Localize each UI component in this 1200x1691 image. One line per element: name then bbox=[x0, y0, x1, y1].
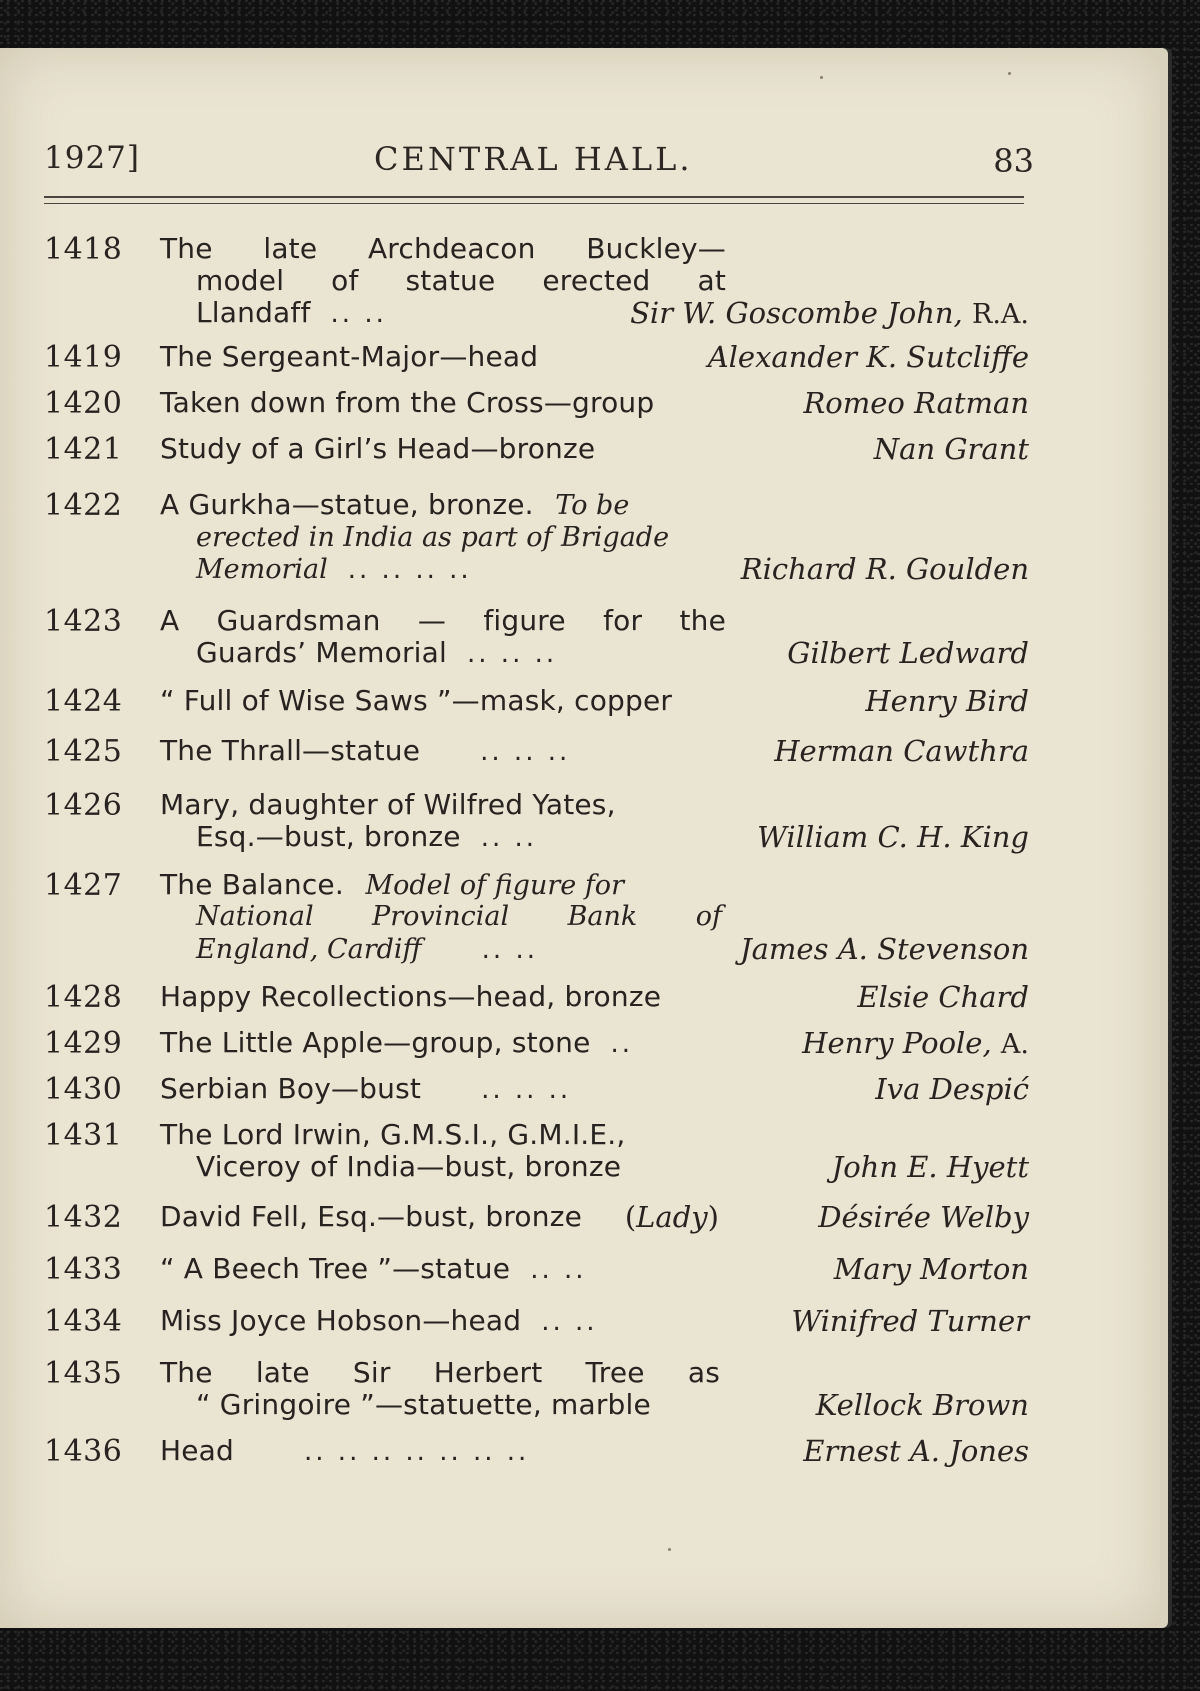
entry-number: 1435 bbox=[44, 1356, 123, 1391]
entry-title: Head bbox=[160, 1434, 235, 1467]
leader-dots: .. .. bbox=[480, 823, 538, 853]
entry-line bbox=[160, 788, 1029, 822]
entry-title: Guards’ Memorial bbox=[196, 636, 448, 669]
entry-line bbox=[160, 1072, 1029, 1106]
entry-number: 1423 bbox=[44, 604, 123, 639]
entry-title: Esq.—bust, bronze bbox=[196, 820, 461, 853]
entry-description: erected in India as part of Brigade bbox=[196, 522, 670, 553]
entry-line bbox=[160, 1356, 1029, 1390]
artist-suffix: A. bbox=[1000, 1029, 1029, 1060]
entry-description: To be bbox=[555, 490, 630, 521]
entry-title: Miss Joyce Hobson—head bbox=[160, 1304, 522, 1337]
entry-description: Model of figure for bbox=[365, 870, 624, 901]
entry-line bbox=[160, 1434, 1029, 1468]
entry-number: 1427 bbox=[44, 868, 123, 903]
entry-line bbox=[196, 820, 1029, 854]
entry-line bbox=[160, 604, 1029, 638]
entry-title: Happy Recollections—head, bronze bbox=[160, 980, 662, 1013]
leader-dots: .. .. .. bbox=[467, 639, 558, 669]
entry-number: 1420 bbox=[44, 386, 123, 421]
entry-title: “ A Beech Tree ”—statue bbox=[160, 1252, 511, 1285]
entry-artist: Romeo Ratman bbox=[803, 386, 1029, 420]
leader-dots: .. bbox=[610, 1029, 634, 1059]
entry-number: 1430 bbox=[44, 1072, 123, 1107]
leader-dots: .. .. .. .. bbox=[347, 555, 472, 585]
entry-number: 1432 bbox=[44, 1200, 123, 1235]
entry-artist-block bbox=[630, 296, 1029, 332]
artist-title-prefix: (Lady) bbox=[624, 1200, 719, 1234]
entry-title: The Little Apple—group, stone bbox=[160, 1026, 591, 1059]
entry-line bbox=[160, 1118, 1029, 1152]
entry-artist: Elsie Chard bbox=[857, 980, 1029, 1014]
page-number: 83 bbox=[993, 142, 1034, 180]
entry-artist: Henry Poole, bbox=[802, 1026, 992, 1060]
entry-description: England, Cardiff bbox=[196, 934, 422, 965]
entry-number: 1422 bbox=[44, 488, 123, 523]
entry-line bbox=[196, 520, 1029, 554]
entry-number: 1434 bbox=[44, 1304, 123, 1339]
entry-title: Mary, daughter of Wilfred Yates, bbox=[160, 788, 616, 821]
entry-artist: Alexander K. Sutcliffe bbox=[707, 340, 1029, 374]
entry-number: 1426 bbox=[44, 788, 123, 823]
entry-line bbox=[160, 1252, 1029, 1286]
leader-dots: .. .. .. bbox=[481, 1075, 572, 1105]
leader-dots: .. .. bbox=[481, 935, 538, 965]
entry-line bbox=[160, 232, 1029, 266]
entry-line bbox=[196, 932, 1029, 966]
entry-artist-block bbox=[802, 1026, 1029, 1062]
entry-line bbox=[160, 980, 1029, 1014]
entry-title: “ Gringoire ”—statuette, marble bbox=[196, 1388, 651, 1421]
entry-artist: Richard R. Goulden bbox=[740, 552, 1029, 586]
entry-artist: Mary Morton bbox=[833, 1252, 1029, 1286]
entry-number: 1431 bbox=[44, 1118, 123, 1153]
entry-artist: Henry Bird bbox=[865, 684, 1029, 718]
entry-title: The Balance. bbox=[160, 868, 344, 901]
entry-artist: John E. Hyett bbox=[831, 1150, 1029, 1184]
entry-line bbox=[196, 552, 1029, 586]
entry-title: The Sergeant-Major—head bbox=[160, 340, 539, 373]
entry-line bbox=[160, 734, 1029, 768]
entry-artist: James A. Stevenson bbox=[740, 932, 1029, 966]
entry-line bbox=[196, 1150, 1029, 1184]
entry-line bbox=[160, 432, 1029, 466]
entry-description: National Provincial Bank of bbox=[196, 901, 722, 932]
leader-dots: .. .. bbox=[530, 1255, 587, 1285]
artist-suffix: R.A. bbox=[972, 299, 1029, 330]
entry-title: A Gurkha—statue, bronze. bbox=[160, 488, 534, 521]
entry-artist: Gilbert Ledward bbox=[787, 636, 1029, 670]
entry-line bbox=[160, 488, 1029, 522]
entry-title: A Guardsman — figure for the bbox=[160, 604, 726, 637]
leader-dots: .. .. bbox=[330, 299, 387, 329]
entry-title: Llandaff bbox=[196, 296, 311, 329]
entry-artist: Désirée Welby bbox=[818, 1200, 1029, 1234]
entry-artist: Kellock Brown bbox=[815, 1388, 1029, 1422]
leader-dots: .. .. .. .. .. .. .. bbox=[304, 1437, 530, 1467]
entry-line bbox=[196, 296, 1029, 330]
entry-title: David Fell, Esq.—bust, bronze bbox=[160, 1200, 583, 1233]
entry-title: Taken down from the Cross—group bbox=[160, 386, 655, 419]
entry-line bbox=[160, 684, 1029, 718]
entry-title: Study of a Girl’s Head—bronze bbox=[160, 432, 596, 465]
artist-prefix: Lady bbox=[636, 1200, 708, 1234]
entry-line bbox=[196, 264, 1029, 298]
entry-line bbox=[196, 900, 1029, 934]
entry-description: Memorial bbox=[196, 554, 328, 585]
entry-artist: Herman Cawthra bbox=[774, 734, 1029, 768]
entry-title: Viceroy of India—bust, bronze bbox=[196, 1150, 622, 1183]
leader-dots: .. .. .. bbox=[480, 737, 571, 767]
entry-title: The late Sir Herbert Tree as bbox=[160, 1356, 720, 1389]
entry-number: 1429 bbox=[44, 1026, 123, 1061]
entry-artist: Winifred Turner bbox=[791, 1304, 1029, 1338]
entry-artist: Sir W. Goscombe John, bbox=[630, 296, 963, 330]
entry-number: 1436 bbox=[44, 1434, 123, 1469]
entry-artist: Nan Grant bbox=[873, 432, 1029, 466]
entry-line bbox=[160, 1026, 1029, 1060]
entry-number: 1418 bbox=[44, 232, 123, 267]
entry-title: The Lord Irwin, G.M.S.I., G.M.I.E., bbox=[160, 1118, 626, 1151]
entry-line bbox=[160, 1304, 1029, 1338]
header-year: 1927] bbox=[44, 140, 140, 176]
leader-dots: .. .. bbox=[541, 1307, 598, 1337]
entry-line bbox=[160, 868, 1029, 902]
entry-line bbox=[196, 636, 1029, 670]
entry-line bbox=[196, 1388, 1029, 1422]
entry-title: “ Full of Wise Saws ”—mask, copper bbox=[160, 684, 673, 717]
entry-line bbox=[160, 340, 1029, 374]
entry-title: Serbian Boy—bust bbox=[160, 1072, 422, 1105]
entry-line bbox=[160, 1200, 1029, 1234]
entry-title: model of statue erected at bbox=[196, 264, 726, 297]
entry-artist: Ernest A. Jones bbox=[803, 1434, 1029, 1468]
header-title: CENTRAL HALL. bbox=[374, 140, 693, 178]
entry-number: 1428 bbox=[44, 980, 123, 1015]
entry-number: 1424 bbox=[44, 684, 123, 719]
entry-artist: William C. H. King bbox=[757, 820, 1029, 854]
entry-number: 1425 bbox=[44, 734, 123, 769]
entry-number: 1419 bbox=[44, 340, 123, 375]
entry-number: 1421 bbox=[44, 432, 123, 467]
entry-artist: Iva Despić bbox=[875, 1072, 1029, 1106]
entry-number: 1433 bbox=[44, 1252, 123, 1287]
entry-line bbox=[160, 386, 1029, 420]
entry-title: The Thrall—statue bbox=[160, 734, 421, 767]
entry-title: The late Archdeacon Buckley— bbox=[160, 232, 726, 265]
